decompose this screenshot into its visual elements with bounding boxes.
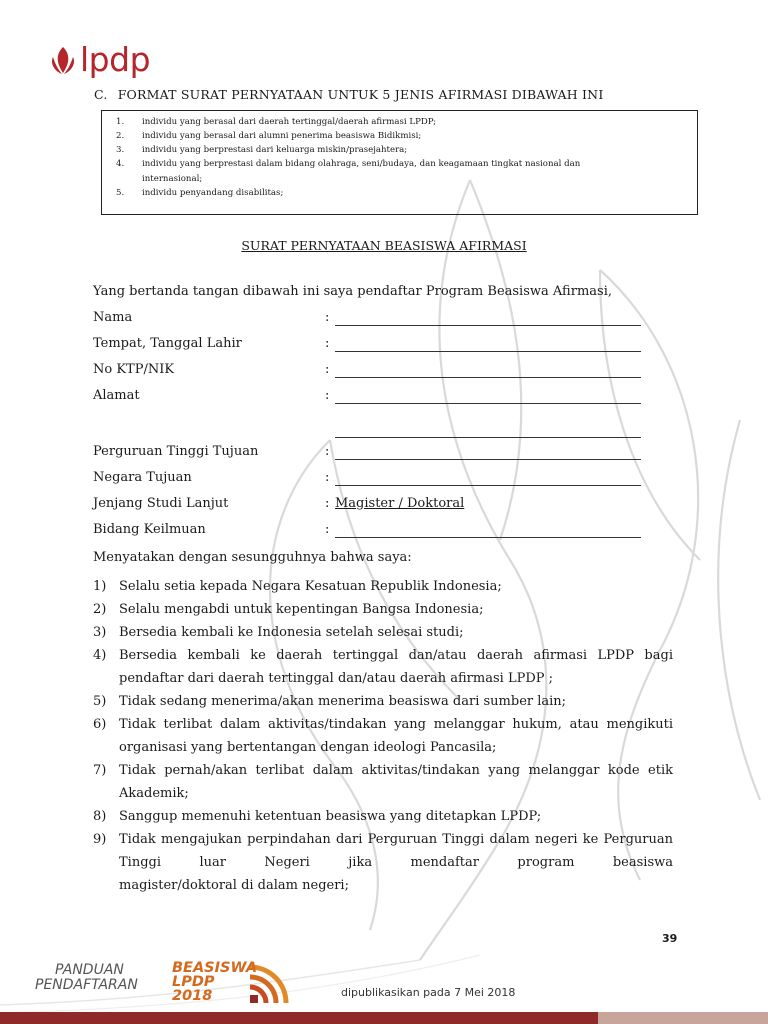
list-item xyxy=(93,759,673,805)
letter-title xyxy=(0,238,768,253)
statement-number: 8) xyxy=(93,809,107,824)
alamat-input-line-2[interactable] xyxy=(335,437,641,438)
nama-input-line[interactable] xyxy=(335,325,641,326)
afirmasi-types-box xyxy=(101,110,698,215)
list-item-number: 1. xyxy=(116,117,125,127)
list-item-text: individu yang berprestasi dalam bidang olahraga, seni/budaya, dan keagamaan tingkat nasional dan xyxy=(142,159,581,169)
flame-logo-icon xyxy=(50,43,76,77)
footer-beasiswa-line2: LPDP xyxy=(172,974,215,990)
page-number: 39 xyxy=(662,932,678,945)
bidang-input-line[interactable] xyxy=(335,537,641,538)
field-colon: : xyxy=(325,310,330,325)
section-title xyxy=(94,87,603,102)
list-item-number: 5. xyxy=(116,188,125,198)
list-item xyxy=(93,713,673,759)
list-item xyxy=(93,644,673,690)
list-item-text: individu yang berasal dari alumni penerima beasiswa Bidikmisi; xyxy=(142,131,422,141)
letter-title-text: SURAT PERNYATAAN BEASISWA AFIRMASI xyxy=(241,238,527,253)
statement-number: 1) xyxy=(93,579,107,594)
field-colon: : xyxy=(325,522,330,537)
field-label: Bidang Keilmuan xyxy=(93,522,206,537)
footer-beasiswa-line1: BEASISWA xyxy=(172,960,258,976)
section-title-text: FORMAT SURAT PERNYATAAN UNTUK 5 JENIS AFIRMASI DIBAWAH INI xyxy=(117,87,604,102)
list-item xyxy=(116,145,689,156)
list-item xyxy=(116,131,689,142)
ttl-input-line[interactable] xyxy=(335,351,641,352)
alamat-input-line[interactable] xyxy=(335,403,641,404)
statement-text: Tidak pernah/akan terlibat dalam aktivitas/tindakan yang melanggar kode etik Akademik; xyxy=(119,763,673,801)
field-colon: : xyxy=(325,362,330,377)
statement-text: Tidak sedang menerima/akan menerima beasiswa dari sumber lain; xyxy=(119,694,567,709)
negara-input-line[interactable] xyxy=(335,485,641,486)
statement-number: 7) xyxy=(93,763,107,778)
list-item-number: 4. xyxy=(116,159,125,169)
statement-list xyxy=(93,575,673,897)
list-item-text: individu penyandang disabilitas; xyxy=(142,188,284,198)
intro-text: Yang bertanda tangan dibawah ini saya pendaftar Program Beasiswa Afirmasi, xyxy=(93,284,612,299)
declaration-heading: Menyatakan dengan sesungguhnya bahwa saya: xyxy=(93,550,412,565)
section-letter: C. xyxy=(94,87,108,102)
statement-number: 3) xyxy=(93,625,107,640)
statement-number: 6) xyxy=(93,717,107,732)
statement-text: Bersedia kembali ke daerah tertinggal dan/atau daerah afirmasi LPDP bagi pendaftar dari daerah tertinggal dan/atau daerah afirmasi LPDP ; xyxy=(119,648,673,686)
footer-bar xyxy=(0,1012,768,1024)
list-item-continuation: internasional; xyxy=(142,174,203,184)
lpdp-logo xyxy=(50,40,150,79)
statement-text: Tidak terlibat dalam aktivitas/tindakan yang melanggar hukum, atau mengikuti organisasi yang bertentangan dengan ideologi Pancasila; xyxy=(119,717,673,755)
list-item-continuation xyxy=(93,874,673,897)
list-item-text: individu yang berasal dari daerah tertinggal/daerah afirmasi LPDP; xyxy=(142,117,437,127)
jenjang-value[interactable]: Magister / Doktoral xyxy=(335,496,465,511)
list-item xyxy=(93,575,673,598)
footer-beasiswa-line3: 2018 xyxy=(172,988,213,1004)
statement-number: 4) xyxy=(93,648,107,663)
list-item xyxy=(93,805,673,828)
statement-text: Selalu mengabdi untuk kepentingan Bangsa Indonesia; xyxy=(119,602,484,617)
field-label: Tempat, Tanggal Lahir xyxy=(93,336,242,351)
pt-input-line[interactable] xyxy=(335,459,641,460)
list-item-number: 2. xyxy=(116,131,125,141)
field-colon: : xyxy=(325,444,330,459)
list-item xyxy=(116,188,689,199)
statement-text: Selalu setia kepada Negara Kesatuan Republik Indonesia; xyxy=(119,579,502,594)
logo-text: lpdp xyxy=(80,40,151,79)
footer-panduan-line1: PANDUAN xyxy=(55,962,124,978)
list-item xyxy=(116,117,689,128)
statement-text: Sanggup memenuhi ketentuan beasiswa yang ditetapkan LPDP; xyxy=(119,809,542,824)
list-item-text: individu yang berprestasi dari keluarga miskin/prasejahtera; xyxy=(142,145,408,155)
field-colon: : xyxy=(325,336,330,351)
statement-number: 2) xyxy=(93,602,107,617)
field-label: Negara Tujuan xyxy=(93,470,192,485)
list-item-number: 3. xyxy=(116,145,125,155)
field-label: No KTP/NIK xyxy=(93,362,175,377)
statement-text: Bersedia kembali ke Indonesia setelah selesai studi; xyxy=(119,625,464,640)
list-item xyxy=(93,621,673,644)
footer-beasiswa xyxy=(172,961,257,1003)
list-item xyxy=(93,828,673,874)
footer-panduan-line2: PENDAFTARAN xyxy=(35,977,138,993)
list-item xyxy=(116,159,689,185)
ktp-input-line[interactable] xyxy=(335,377,641,378)
field-colon: : xyxy=(325,388,330,403)
field-label: Jenjang Studi Lanjut xyxy=(93,496,229,511)
statement-text: Tidak mengajukan perpindahan dari Perguruan Tinggi dalam negeri ke Perguruan Tinggi luar Negeri jika mendaftar program beasiswa xyxy=(119,832,673,870)
field-label: Nama xyxy=(93,310,133,325)
footer-bar-accent xyxy=(598,1012,768,1024)
field-label: Alamat xyxy=(93,388,140,403)
statement-text: magister/doktoral di dalam negeri; xyxy=(119,878,349,893)
statement-number: 5) xyxy=(93,694,107,709)
field-colon: : xyxy=(325,470,330,485)
footer-published-date: dipublikasikan pada 7 Mei 2018 xyxy=(341,986,516,999)
statement-number: 9) xyxy=(93,832,107,847)
field-label: Perguruan Tinggi Tujuan xyxy=(93,444,259,459)
afirmasi-list xyxy=(116,117,689,199)
list-item xyxy=(93,598,673,621)
field-colon: : xyxy=(325,496,330,511)
list-item xyxy=(93,690,673,713)
footer-panduan xyxy=(35,962,138,993)
